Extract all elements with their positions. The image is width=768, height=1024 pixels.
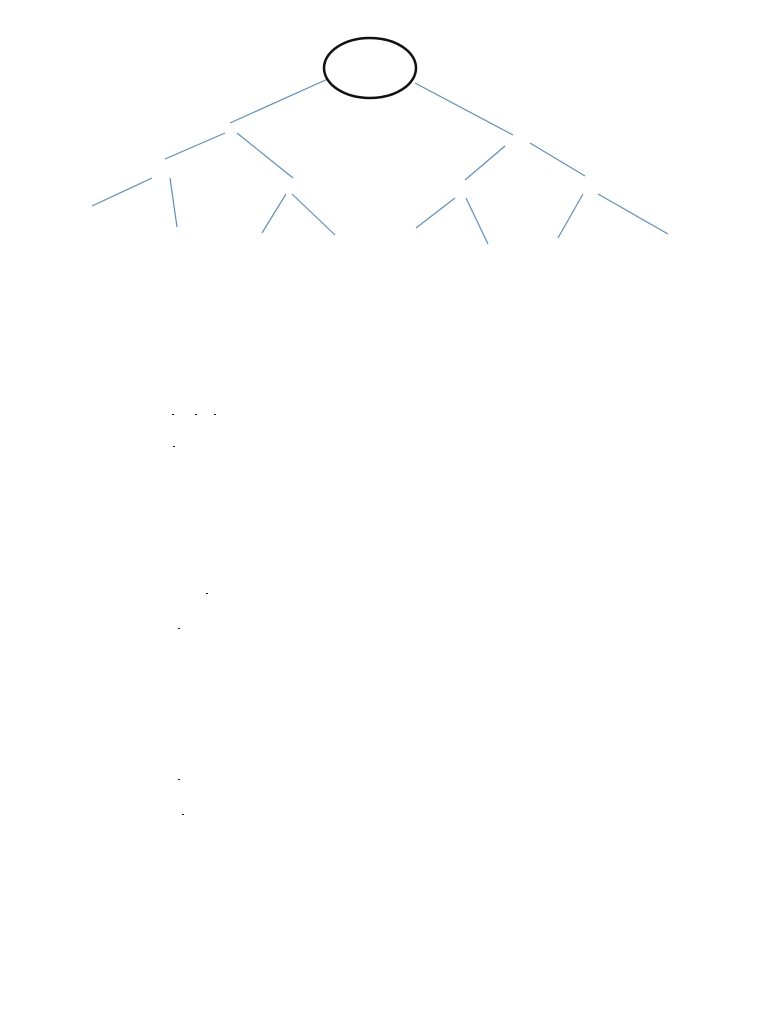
part-b-ie-fraction bbox=[206, 593, 208, 594]
tree-branches bbox=[92, 78, 668, 244]
part-a-fraction-3 bbox=[214, 414, 216, 415]
part-a-fraction-1 bbox=[172, 414, 174, 415]
part-a-result bbox=[173, 446, 175, 447]
part-c-result-2 bbox=[182, 814, 184, 815]
part-c-result-1 bbox=[178, 779, 180, 780]
probability-tree-diagram bbox=[0, 0, 768, 290]
part-a-fraction-2 bbox=[195, 414, 197, 415]
root-node bbox=[324, 38, 416, 98]
part-b-result bbox=[178, 628, 180, 629]
